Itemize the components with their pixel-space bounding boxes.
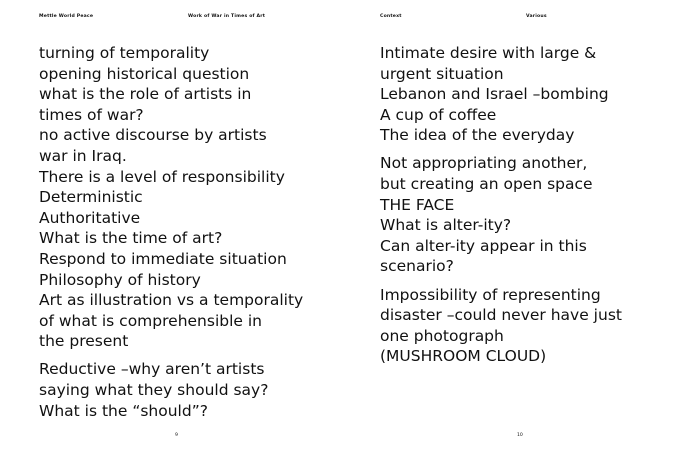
note-line: Lebanon and Israel –bombing [380,85,609,104]
page-number: 10 [517,433,523,438]
note-line: What is the “should”? [39,401,208,420]
note-line: what is the role of artists in [39,85,252,104]
note-line: the present [39,332,129,351]
note-line: turning of temporality [39,44,210,62]
note-line: Not appropriating another, [380,154,588,173]
note-line: Reductive –why aren’t artists [39,360,265,379]
note-line: saying what they should say? [39,381,269,399]
note-line: Can alter-ity appear in this [380,236,587,255]
note-line: one photograph [380,326,504,345]
note-line: of what is comprehensible in [39,311,262,330]
note-line: A cup of coffee [380,105,497,124]
note-line: Respond to immediate situation [39,249,287,268]
note-line: THE FACE [380,195,455,214]
note-line: Deterministic [39,188,143,207]
note-line: times of war? [39,105,144,124]
note-line: There is a level of responsibility [39,167,285,186]
note-line: What is alter-ity? [380,216,512,235]
notes-list [39,43,303,421]
note-line: scenario? [380,257,454,276]
note-line: Philosophy of history [39,270,201,289]
note-line: disaster –could never have just [380,306,622,325]
running-head-section: Context [380,14,402,19]
note-line: no active discourse by artists [39,126,267,145]
running-head-subsection: Various [526,14,547,19]
note-line: What is the time of art? [39,229,223,248]
note-line: Authoritative [39,208,141,227]
note-line: opening historical question [39,64,250,83]
running-head-chapter-title: Work of War in Times of Art [188,14,266,19]
note-line: (MUSHROOM CLOUD) [380,347,547,366]
notes-list [380,43,622,367]
note-line: war in Iraq. [39,146,127,165]
page-number: 9 [175,433,178,438]
note-line: but creating an open space [380,175,593,194]
note-line: urgent situation [380,64,504,83]
note-line: Art as illustration vs a temporality [39,291,304,310]
note-line: Intimate desire with large & [380,44,597,62]
note-line: The idea of the everyday [380,126,575,145]
right-page [350,0,700,452]
running-head-book-title: Mettle World Peace [39,14,94,19]
note-line: Impossibility of representing [380,285,601,304]
